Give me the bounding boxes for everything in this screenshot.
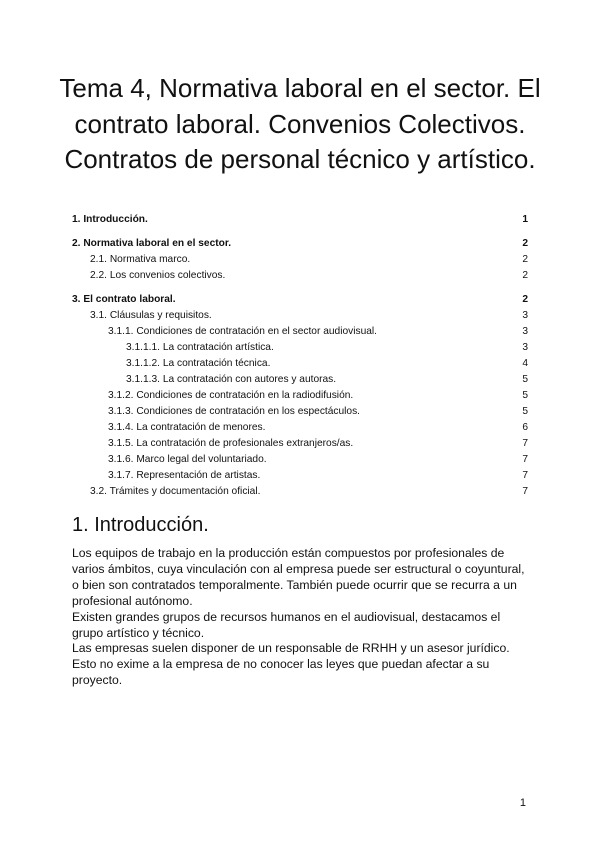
- toc-entry-page: 3: [522, 326, 528, 337]
- toc-entry-page: 2: [522, 294, 528, 305]
- toc-entry-page: 5: [522, 406, 528, 417]
- toc-entry[interactable]: [72, 372, 528, 388]
- section-body: [72, 546, 532, 689]
- toc-entry-label: 3.1.2. Condiciones de contratación en la radiodifusión.: [108, 390, 354, 401]
- toc-entry[interactable]: [72, 236, 528, 252]
- toc-entry-page: 4: [522, 358, 528, 369]
- toc-entry[interactable]: [72, 356, 528, 372]
- toc-entry[interactable]: [72, 252, 528, 268]
- toc-entry-label: 3.1.7. Representación de artistas.: [108, 470, 261, 481]
- toc-entry-page: 2: [522, 238, 528, 249]
- toc-entry[interactable]: [72, 484, 528, 500]
- toc-entry[interactable]: [72, 340, 528, 356]
- toc-entry-label: 3. El contrato laboral.: [72, 294, 176, 305]
- toc-entry-page: 3: [522, 342, 528, 353]
- toc-entry-label: 3.1.4. La contratación de menores.: [108, 422, 266, 433]
- toc-entry-label: 3.1.1.3. La contratación con autores y autoras.: [126, 374, 337, 385]
- toc-entry[interactable]: [72, 452, 528, 468]
- toc-entry-label: 3.1.1.2. La contratación técnica.: [126, 358, 271, 369]
- toc-entry[interactable]: [72, 436, 528, 452]
- toc-entry-label: 1. Introducción.: [72, 214, 148, 225]
- toc-entry[interactable]: [72, 468, 528, 484]
- toc-entry-label: 3.1.1. Condiciones de contratación en el sector audiovisual.: [108, 326, 378, 337]
- toc-entry[interactable]: [72, 308, 528, 324]
- page-number: 1: [519, 797, 526, 809]
- toc-entry-label: 3.1.5. La contratación de profesionales extranjeros/as.: [108, 438, 354, 449]
- toc-entry[interactable]: [72, 404, 528, 420]
- toc-entry-page: 2: [522, 254, 528, 265]
- toc-entry[interactable]: [72, 268, 528, 284]
- toc-entry[interactable]: [72, 212, 528, 228]
- body-paragraph: Existen grandes grupos de recursos humanos en el audiovisual, destacamos el grupo artístico y técnico.: [72, 609, 501, 640]
- toc-entry-page: 5: [522, 374, 528, 385]
- toc-entry-page: 6: [522, 422, 528, 433]
- toc-entry-page: 3: [522, 310, 528, 321]
- toc-entry-label: 3.2. Trámites y documentación oficial.: [90, 486, 261, 497]
- toc-entry[interactable]: [72, 292, 528, 308]
- toc-entry-page: 2: [522, 270, 528, 281]
- toc-entry-page: 1: [522, 214, 528, 225]
- table-of-contents: [72, 212, 528, 500]
- toc-entry-page: 7: [522, 486, 528, 497]
- toc-entry-label: 3.1.1.1. La contratación artística.: [126, 342, 274, 353]
- toc-entry-page: 7: [522, 454, 528, 465]
- toc-entry-page: 5: [522, 390, 528, 401]
- toc-entry-label: 3.1.6. Marco legal del voluntariado.: [108, 454, 267, 465]
- toc-entry-page: 7: [522, 470, 528, 481]
- toc-entry-label: 2.2. Los convenios colectivos.: [90, 270, 226, 281]
- toc-entry[interactable]: [72, 324, 528, 340]
- toc-entry-label: 2. Normativa laboral en el sector.: [72, 238, 232, 249]
- toc-entry-label: 2.1. Normativa marco.: [90, 254, 191, 265]
- toc-entry-label: 3.1.3. Condiciones de contratación en los espectáculos.: [108, 406, 361, 417]
- toc-entry-label: 3.1. Cláusulas y requisitos.: [90, 310, 212, 321]
- section-heading: 1. Introducción.: [72, 514, 209, 536]
- body-paragraph: Los equipos de trabajo en la producción están compuestos por profesionales de varios ámbitos, cuya vinculación con al empresa puede ser estructural o coyuntural, o bien son contratados temporalmente. También puede ocurrir que se recurra a un profesional autónomo.: [72, 546, 525, 608]
- body-paragraph: Las empresas suelen disponer de un responsable de RRHH y un asesor jurídico. Esto no exime a la empresa de no conocer las leyes que puedan afectar a su proyecto.: [72, 641, 510, 688]
- toc-entry[interactable]: [72, 388, 528, 404]
- toc-entry[interactable]: [72, 420, 528, 436]
- document-title: Tema 4, Normativa laboral en el sector. El contrato laboral. Convenios Colectivos. Contratos de personal técnico y artístico.: [59, 73, 541, 174]
- toc-entry-page: 7: [522, 438, 528, 449]
